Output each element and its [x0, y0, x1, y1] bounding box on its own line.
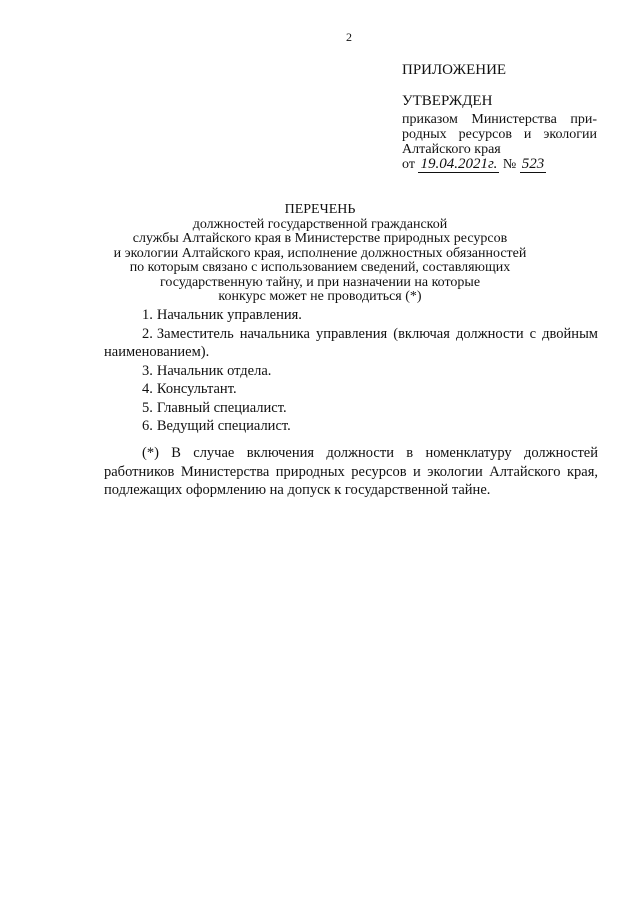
- item-text: Консультант.: [156, 381, 237, 397]
- order-number: 523: [521, 156, 545, 172]
- positions-list: [104, 306, 598, 436]
- list-item: [104, 325, 598, 362]
- title-line: конкурс может не проводиться (*): [218, 289, 422, 304]
- item-number: 4.: [142, 381, 153, 397]
- item-text: Заместитель начальника управления (включая должности с двойным наименованием).: [104, 325, 598, 360]
- order-date: 19.04.2021г.: [420, 156, 498, 172]
- document-title: [100, 203, 540, 305]
- item-number: 6.: [142, 418, 153, 434]
- item-text: Ведущий специалист.: [156, 418, 291, 434]
- title-heading: ПЕРЕЧЕНЬ: [284, 202, 356, 217]
- footnote: (*) В случае включения должности в номенклатуру должностей работников Министерства природных ресурсов и экологии Алтайского края, подлежащих оформлению на допуск к государственной тайне.: [104, 445, 598, 498]
- title-line: и экологии Алтайского края, исполнение должностных обязанностей: [113, 245, 527, 261]
- item-number: 3.: [142, 362, 153, 379]
- approved-label: УТВЕРЖДЕН: [402, 93, 493, 109]
- list-item: [104, 399, 598, 418]
- title-line: государственную тайну, и при назначении на которые: [159, 274, 481, 290]
- item-text: Начальник отдела.: [156, 362, 272, 379]
- number-prefix: №: [502, 157, 517, 172]
- list-item: [104, 417, 598, 436]
- appendix-label: ПРИЛОЖЕНИЕ: [402, 62, 507, 78]
- item-text: Главный специалист.: [156, 399, 287, 416]
- list-item: [104, 306, 598, 325]
- order-date-line: [402, 157, 597, 173]
- list-item: [104, 362, 598, 381]
- item-text: Начальник управления.: [156, 307, 302, 323]
- order-line-1: приказом Министерства при-: [402, 112, 597, 127]
- date-prefix: от: [402, 157, 415, 172]
- item-number: 2.: [142, 325, 153, 342]
- title-line: должностей государственной гражданской: [192, 216, 448, 232]
- order-line-3: Алтайского края: [402, 142, 501, 157]
- title-line: службы Алтайского края в Министерстве природных ресурсов: [132, 231, 508, 246]
- order-line-2: родных ресурсов и экологии: [402, 127, 597, 142]
- list-item: [104, 380, 598, 399]
- page-number: 2: [346, 30, 352, 44]
- item-number: 1.: [142, 307, 153, 323]
- order-reference: [402, 112, 597, 173]
- item-number: 5.: [142, 399, 153, 416]
- title-line: по которым связано с использованием сведений, составляющих: [129, 260, 511, 275]
